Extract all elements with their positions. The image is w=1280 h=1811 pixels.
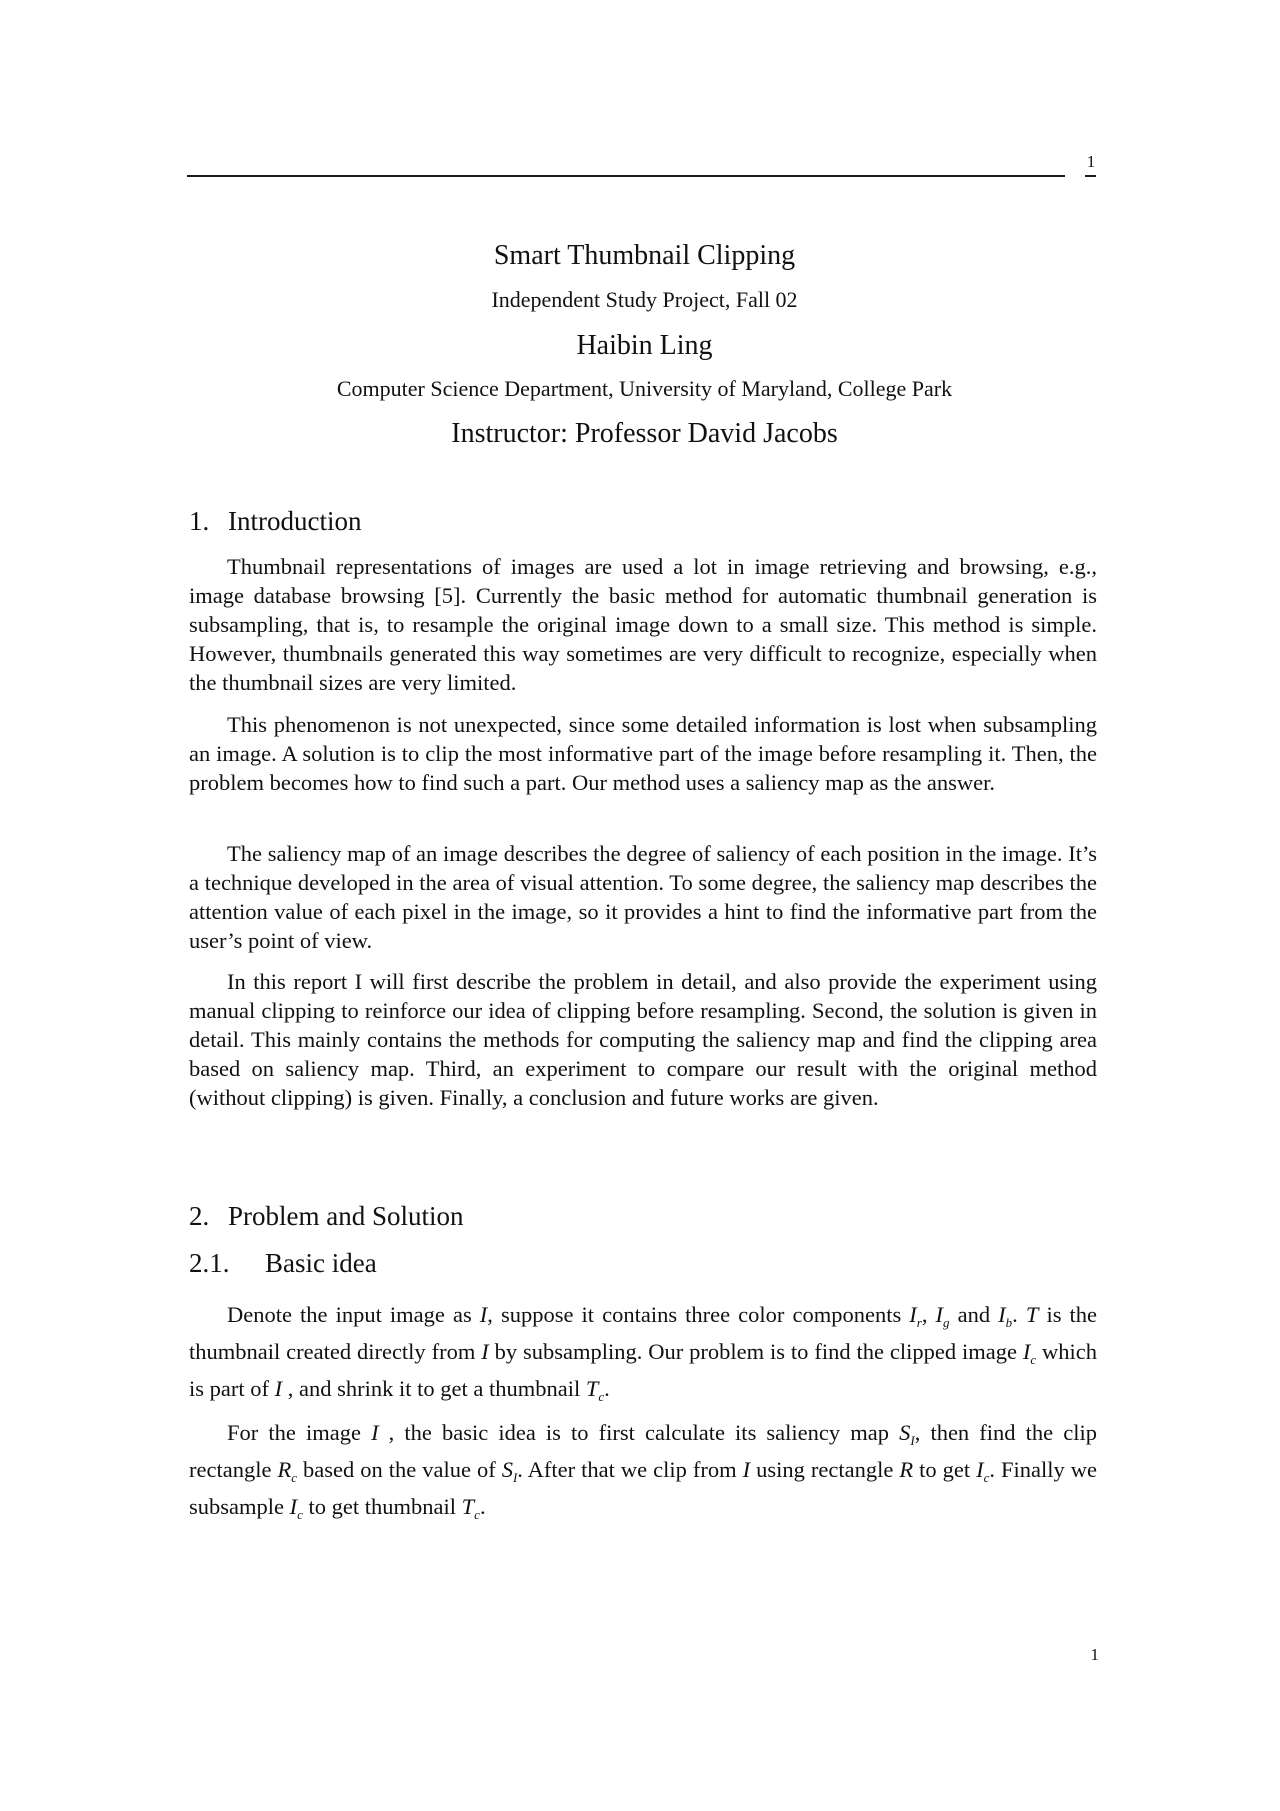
section-title: Introduction xyxy=(228,506,362,536)
subsection-title: Basic idea xyxy=(265,1248,377,1278)
body-paragraph: This phenomenon is not unexpected, since some detailed information is lost when subsampling an image. A solution is to clip the most informative part of the image before resampling it. Then, the problem becomes how to find such a part. Our method uses a saliency map as the answer. xyxy=(189,712,1097,795)
body-paragraph: Thumbnail representations of images are used a lot in image retrieving and browsing, e.g., image database browsing [5]. Currently the basic method for automatic thumbnail generation is subsampling, that is, to resample the original image down to a small size. This method is simple. However, thumbnails generated this way sometimes are very difficult to recognize, especially when the thumbnail sizes are very limited. xyxy=(189,554,1097,695)
paper-subtitle: Independent Study Project, Fall 02 xyxy=(491,287,798,312)
section-heading-problem-and-solution xyxy=(189,1199,464,1233)
header-rule xyxy=(187,175,1065,177)
body-paragraph: In this report I will first describe the problem in detail, and also provide the experiment using manual clipping to reinforce our idea of clipping before resampling. Second, the solution is given in detail. This mainly contains the methods for computing the saliency map and find the clipping area based on saliency map. Third, an experiment to compare our result with the original method (without clipping) is given. Finally, a conclusion and future works are given. xyxy=(189,969,1097,1110)
author-affiliation: Computer Science Department, University of Maryland, College Park xyxy=(336,376,953,401)
instructor-line: Instructor: Professor David Jacobs xyxy=(451,418,838,449)
section-title: Problem and Solution xyxy=(228,1201,464,1231)
header-page-number-rule xyxy=(1085,175,1096,177)
footer-page-number: 1 xyxy=(1090,1645,1099,1664)
subsection-number: 2.1. xyxy=(189,1248,230,1278)
header-page-number: 1 xyxy=(1086,152,1096,171)
body-paragraph-with-math: Denote the input image as I, suppose it contains three color components $I_r$, $I_g$ and $I_b$. T is the thumbnail created directly from I by subsampling. Our problem is to find the clipped image $I_c$ which is part of I , and shrink it to get a thumbnail $T_c$. xyxy=(189,1302,1098,1404)
body-paragraph: The saliency map of an image describes the degree of saliency of each position in the image. It’s a technique developed in the area of visual attention. To some degree, the saliency map describes the attention value of each pixel in the image, so it provides a hint to find the informative part from the user’s point of view. xyxy=(189,841,1097,953)
section-heading-introduction xyxy=(189,504,361,538)
author-name: Haibin Ling xyxy=(576,330,713,361)
subsection-heading-basic-idea xyxy=(189,1246,377,1280)
body-paragraph-with-math: For the image I , the basic idea is to first calculate its saliency map $S_I$, then find the clip rectangle $R_c$ based on the value of $S_I$. After that we clip from I using rectangle R to get $I_c$. Finally we subsample $I_c$ to get thumbnail $T_c$. xyxy=(189,1420,1097,1522)
section-number: 1. xyxy=(189,506,210,536)
paper-title: Smart Thumbnail Clipping xyxy=(493,240,796,271)
section-number: 2. xyxy=(189,1201,210,1231)
